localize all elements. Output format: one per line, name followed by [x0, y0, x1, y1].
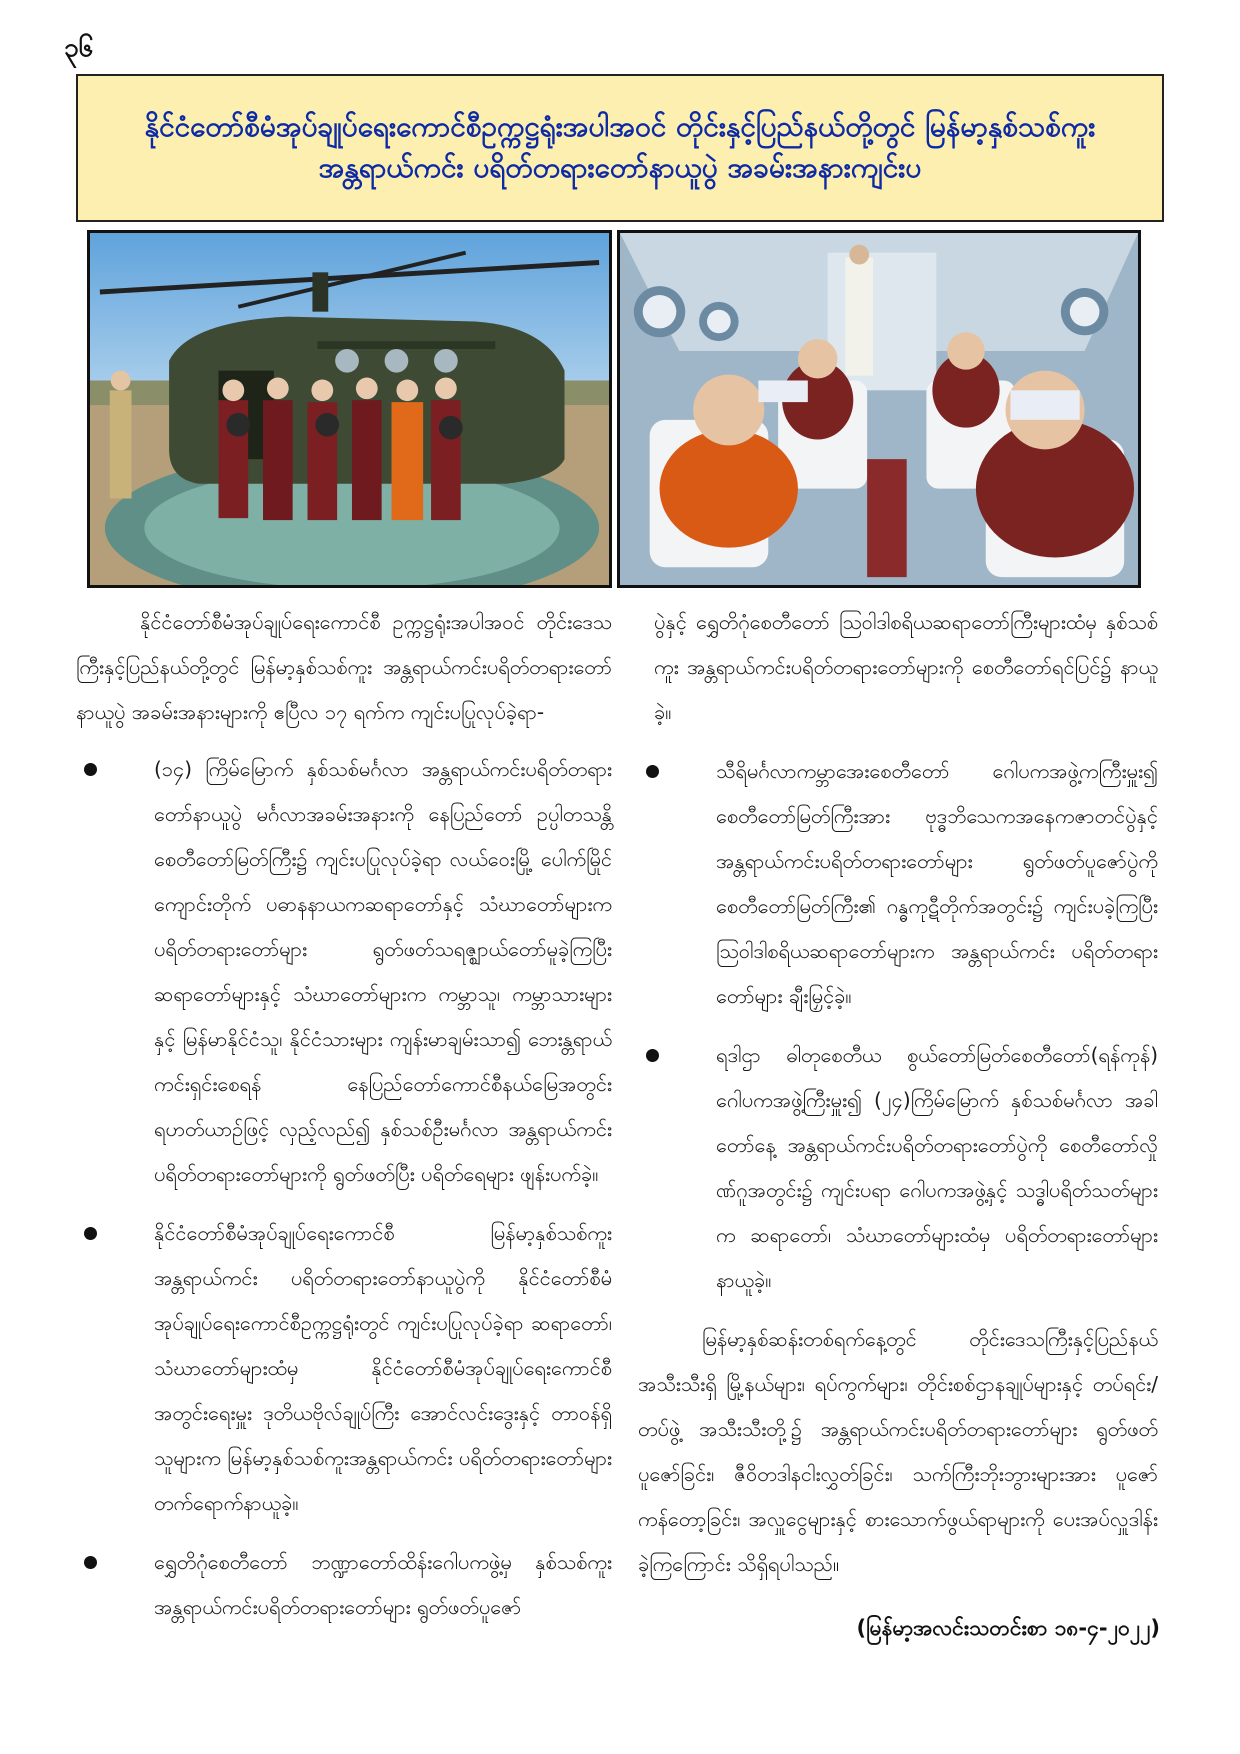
helicopter-cabin-photo-illustration — [620, 233, 1138, 585]
bullet-continuation — [638, 600, 1158, 735]
page-number: ၃၆ — [64, 33, 94, 63]
headline-box — [76, 74, 1164, 222]
source-credit: (မြန်မာ့အလင်းသတင်းစာ ၁၈-၄-၂၀၂၂) — [856, 1616, 1160, 1640]
bullet-dot-icon — [84, 1227, 97, 1240]
bullet-item — [638, 1033, 1158, 1303]
helicopter-photo — [87, 230, 612, 588]
bullet-text: ရဒါဌာ ဓါတုစေတီယ စွယ်တော်မြတ်စေတီတော်(ရန်ကုန်) ဂေါပကအဖွဲ့ကြီးမှူး၍ (၂၄)ကြိမ်မြောက် နှစ်သစ်မင်္ဂလာ အခါတော်နေ့ အန္တရာယ်ကင်းပရိတ်တရားတော်ပွဲကို စေတီတော်လှိုဏ်ဂူအတွင်း၌ ကျင်းပရာ ဂေါပကအဖွဲ့နှင့် သဒ္ဓါပရိတ်သတ်များက ဆရာတော်၊ သံဃာတော်များထံမှ ပရိတ်တရားတော်များ နာယူခဲ့။ — [716, 1043, 1158, 1292]
helicopter-photo-illustration — [90, 233, 609, 585]
left-column — [76, 600, 612, 1644]
headline-line-1: နိုင်ငံတော်စီမံအုပ်ချုပ်ရေးကောင်စီဥက္ကဋ္ဌရုံးအပါအဝင် တိုင်းနှင့်ပြည်နယ်တို့တွင် မြန်မာ့နှစ်သစ်ကူး — [144, 110, 1096, 144]
bullet-text: သီရိမင်္ဂလာကမ္ဘာအေးစေတီတော် ဂေါပကအဖွဲ့ကကြီးမှူး၍ စေတီတော်မြတ်ကြီးအား ဗုဒ္ဓဘိသေကအနေကဇာတင်ပွဲနှင့် အန္တရာယ်ကင်းပရိတ်တရားတော်များ ရွတ်ဖတ်ပူဇော်ပွဲကို စေတီတော်မြတ်ကြီး၏ ဂန္ဓကုဋီတိုက်အတွင်း၌ ကျင်းပခဲ့ကြပြီး ဩဝါဒါစရိယဆရာတော်များက အန္တရာယ်ကင်း ပရိတ်တရားတော်များ ချီးမြှင့်ခဲ့။ — [716, 759, 1158, 1008]
bullet-dot-icon — [84, 763, 97, 776]
right-column — [638, 600, 1158, 1591]
bullet-text: နိုင်ငံတော်စီမံအုပ်ချုပ်ရေးကောင်စီ မြန်မာ့နှစ်သစ်ကူး အန္တရာယ်ကင်း ပရိတ်တရားတော်နာယူပွဲကို နိုင်ငံတော်စီမံအုပ်ချုပ်ရေးကောင်စီဥက္ကဋ္ဌရုံးတွင် ကျင်းပပြုလုပ်ခဲ့ရာ ဆရာတော်၊ သံဃာတော်များထံမှ နိုင်ငံတော်စီမံအုပ်ချုပ်ရေးကောင်စီ အတွင်းရေးမှူး ဒုတိယဗိုလ်ချုပ်ကြီး အောင်လင်းဒွေးနှင့် တာဝန်ရှိသူများက မြန်မာ့နှစ်သစ်ကူးအန္တရာယ်ကင်း ပရိတ်တရားတော်များ တက်ရောက်နာယူခဲ့။ — [154, 1221, 612, 1515]
bullet-text: (၁၄) ကြိမ်မြောက် နှစ်သစ်မင်္ဂလာ အန္တရာယ်ကင်းပရိတ်တရားတော်နာယူပွဲ မင်္ဂလာအခမ်းအနားကို နေပြည်တော် ဥပ္ပါတသန္တိစေတီတော်မြတ်ကြီး၌ ကျင်းပပြုလုပ်ခဲ့ရာ လယ်ဝေးမြို့ ပေါက်မြိုင်ကျောင်းတိုက် ပဓာနနာယကဆရာတော်နှင့် သံဃာတော်များက ပရိတ်တရားတော်များ ရွတ်ဖတ်သရဇ္ဈာယ်တော်မူခဲ့ကြပြီး ဆရာတော်များနှင့် သံဃာတော်များက ကမ္ဘာသူ၊ ကမ္ဘာသားများနှင့် မြန်မာနိုင်ငံသူ၊ နိုင်ငံသားများ ကျန်းမာချမ်းသာ၍ ဘေးန္တရာယ်ကင်းရှင်းစေရန် နေပြည်တော်ကောင်စီနယ်မြေအတွင်း ရဟတ်ယာဉ်ဖြင့် လှည့်လည်၍ နှစ်သစ်ဦးမင်္ဂလာ အန္တရာယ်ကင်းပရိတ်တရားတော်များကို ရွတ်ဖတ်ပြီး ပရိတ်ရေများ ဖျန်းပက်ခဲ့။ — [154, 757, 612, 1186]
intro-paragraph: နိုင်ငံတော်စီမံအုပ်ချုပ်ရေးကောင်စီ ဥက္ကဋ္ဌရုံးအပါအဝင် တိုင်းဒေသကြီးနှင့်ပြည်နယ်တို့တွင် မြန်မာ့နှစ်သစ်ကူး အန္တရာယ်ကင်းပရိတ်တရားတော်နာယူပွဲ အခမ်းအနားများကို ဧပြီလ ၁၇ ရက်က ကျင်းပပြုလုပ်ခဲ့ရာ- — [76, 610, 612, 724]
bullet-dot-icon — [84, 1556, 97, 1569]
bullet-item — [76, 747, 612, 1197]
closing-paragraph: မြန်မာ့နှစ်ဆန်းတစ်ရက်နေ့တွင် တိုင်းဒေသကြီးနှင့်ပြည်နယ်အသီးသီးရှိ မြို့နယ်များ၊ ရပ်ကွက်များ၊ တိုင်းစစ်ဌာနချုပ်များနှင့် တပ်ရင်း/တပ်ဖွဲ့ အသီးသီးတို့၌ အန္တရာယ်ကင်းပရိတ်တရားတော်များ ရွတ်ဖတ်ပူဇော်ခြင်း၊ ဇီဝိတဒါနငါးလွှတ်ခြင်း၊ သက်ကြီးဘိုးဘွားများအား ပူဇော်ကန်တော့ခြင်း၊ အလှူငွေများနှင့် စားသောက်ဖွယ်ရာများကို ပေးအပ်လှူဒါန်းခဲ့ကြကြောင်း သိရှိရပါသည်။ — [638, 1327, 1158, 1576]
bullet-text: ပွဲနှင့် ရွှေတိဂုံစေတီတော် ဩဝါဒါစရိယဆရာတော်ကြီးများထံမှ နှစ်သစ်ကူး အန္တရာယ်ကင်းပရိတ်တရားတော်များကို စေတီတော်ရင်ပြင်၌ နာယူခဲ့။ — [654, 610, 1158, 724]
bullet-item — [76, 1540, 612, 1630]
bullet-item — [76, 1211, 612, 1526]
bullet-text: ရွှေတိဂုံစေတီတော် ဘဏ္ဍာတော်ထိန်းဂေါပကဖွဲ့မှ နှစ်သစ်ကူး အန္တရာယ်ကင်းပရိတ်တရားတော်များ ရွတ်ဖတ်ပူဇော် — [154, 1550, 612, 1619]
headline-line-2: အန္တရာယ်ကင်း ပရိတ်တရားတော်နာယူပွဲ အခမ်းအနားကျင်းပ — [318, 151, 922, 184]
bullet-dot-icon — [646, 1049, 659, 1062]
bullet-dot-icon — [646, 765, 659, 778]
bullet-item — [638, 749, 1158, 1019]
helicopter-cabin-photo — [617, 230, 1141, 588]
